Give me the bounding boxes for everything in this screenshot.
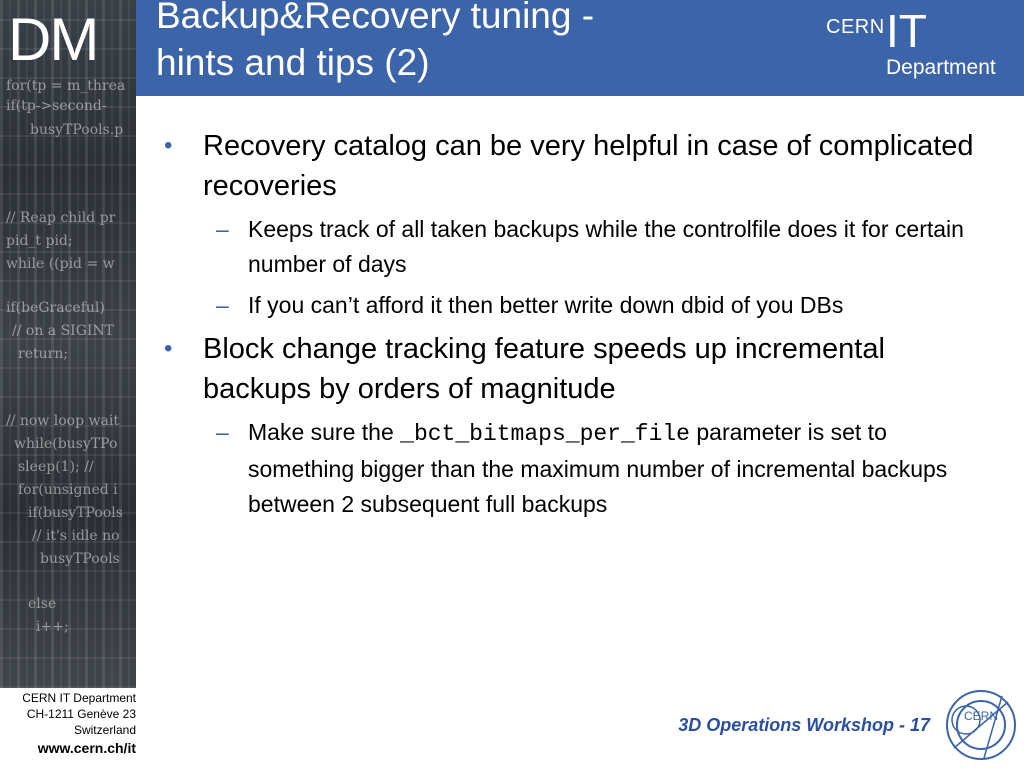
code-line: // on a SIGINT bbox=[12, 323, 114, 339]
bullet-text: Block change tracking feature speeds up incremental backups by orders of magnitude bbox=[203, 333, 885, 405]
cern-logo-text: CERN bbox=[963, 709, 999, 723]
logo-department-text: Department bbox=[886, 56, 996, 79]
sub-bullet-item bbox=[160, 415, 996, 522]
title-line-1: Backup&Recovery tuning - bbox=[156, 0, 595, 36]
code-line: i++; bbox=[36, 619, 69, 635]
footer-event: 3D Operations Workshop - 17 bbox=[678, 715, 930, 735]
slide-content bbox=[160, 126, 996, 528]
dash-icon: – bbox=[216, 419, 229, 445]
code-line: sleep(1); // bbox=[18, 459, 94, 475]
header-bar bbox=[136, 0, 1024, 96]
bullet-text: Recovery catalog can be very helpful in case of complicated recoveries bbox=[203, 130, 974, 202]
sub-bullet-prefix: Make sure the bbox=[248, 419, 401, 445]
code-line: // now loop wait bbox=[6, 413, 119, 429]
sidebar-photo bbox=[0, 0, 136, 688]
code-line: // it's idle no bbox=[32, 528, 120, 544]
parameter-code: _bct_bitmaps_per_file bbox=[400, 421, 690, 447]
code-line: // Reap child pr bbox=[6, 210, 116, 226]
footer-line-2: CH-1211 Genève 23 bbox=[26, 707, 136, 721]
slide-title bbox=[156, 0, 756, 86]
footer-url-link[interactable]: www.cern.ch/it bbox=[37, 740, 136, 756]
sub-bullet-item bbox=[160, 212, 996, 282]
bullet-item bbox=[160, 329, 996, 409]
bullet-item bbox=[160, 126, 996, 206]
sub-bullet-text: If you can’t afford it then better write down dbid of you DBs bbox=[248, 292, 844, 318]
logo-it-text: IT bbox=[886, 5, 927, 57]
dm-logo: DM bbox=[8, 6, 98, 73]
bullet-dot-icon: • bbox=[164, 335, 173, 362]
code-line: for(tp = m_threa bbox=[6, 78, 126, 94]
sub-bullet-text: Keeps track of all taken backups while the controlfile does it for certain number of days bbox=[248, 216, 964, 277]
logo-cern-text: CERN bbox=[826, 16, 885, 38]
sub-bullet-item bbox=[160, 288, 996, 323]
title-line-2: hints and tips (2) bbox=[156, 42, 430, 83]
code-line: while(busyTPo bbox=[14, 436, 118, 452]
dash-icon: – bbox=[216, 216, 229, 242]
sub-bullet-suffix: parameter is set to something bigger than the maximum number of incremental backups between 2 subsequent full backups bbox=[248, 419, 948, 517]
bullet-dot-icon: • bbox=[164, 132, 173, 159]
code-line: if(beGraceful) bbox=[6, 300, 105, 316]
code-line: busyTPools.p bbox=[30, 122, 124, 138]
code-line: for(unsigned i bbox=[18, 482, 118, 498]
footer-line-1: CERN IT Department bbox=[22, 691, 136, 705]
footer-address bbox=[0, 690, 136, 758]
code-line: if(tp->second- bbox=[6, 98, 107, 114]
code-line: return; bbox=[18, 346, 69, 362]
cern-logo-icon bbox=[944, 688, 1018, 762]
code-line: if(busyTPools bbox=[28, 505, 123, 521]
dash-icon: – bbox=[216, 292, 229, 318]
code-line: pid_t pid; bbox=[6, 233, 73, 249]
code-line: while ((pid = w bbox=[6, 256, 115, 272]
code-line: else bbox=[28, 596, 57, 612]
cern-it-logo bbox=[826, 5, 1016, 84]
footer-line-3: Switzerland bbox=[73, 723, 136, 737]
code-line: busyTPools bbox=[40, 551, 120, 567]
